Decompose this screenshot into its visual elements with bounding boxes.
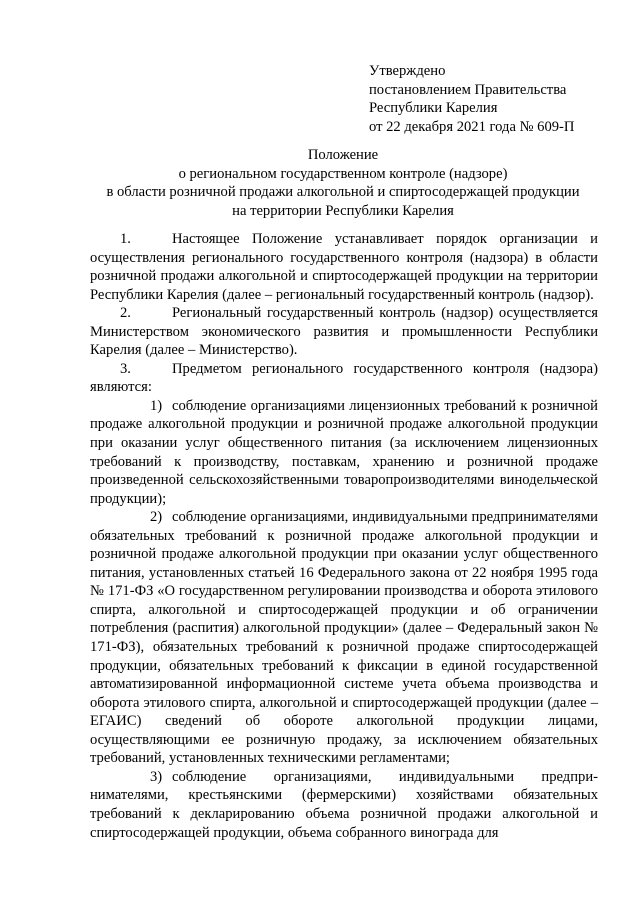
- paragraph-number: 3.: [120, 360, 131, 377]
- document-body: [90, 230, 598, 842]
- subparagraph-1: [90, 397, 598, 508]
- paragraph-1: [90, 230, 598, 304]
- title-line: о региональном государственном контроле (надзоре): [178, 165, 508, 182]
- title-line: на территории Республики Карелия: [232, 202, 454, 219]
- subparagraph-text: соблюдение организациями, индивидуальными предпри-нимателями, крестьянскими (фермерскими) хозяйствами обязательных требований к декларированию объема розничной продажи алкогольной и спиртосодержащей продукции, объема собранного винограда для: [90, 768, 598, 841]
- subparagraph-2: [90, 508, 598, 768]
- paragraph-text: Настоящее Положение устанавливает порядок организации и осуществления регионального государственного контроля (надзора) в области розничной продажи алкогольной и спиртосодержащей продукции на территории Республики Карелия (далее – региональный государственный контроль (надзор).: [90, 231, 598, 303]
- subparagraph-number: 1): [150, 397, 163, 414]
- document-title: [60, 146, 626, 220]
- approval-date-line: от 22 декабря 2021 года № 609-П: [369, 118, 575, 135]
- subparagraph-number: 2): [150, 509, 163, 526]
- approval-line: постановлением Правительства: [369, 81, 567, 98]
- title-line: Положение: [307, 147, 379, 163]
- paragraph-number: 2.: [120, 305, 131, 322]
- title-line: в области розничной продажи алкогольной и спиртосодержащей продукции: [106, 184, 580, 200]
- subparagraph-number: 3): [150, 768, 163, 785]
- subparagraph-3: [90, 768, 598, 842]
- subparagraph-text: соблюдение организациями, индивидуальными предпринимателями обязательных требований к розничной продаже алкогольной продукции и розничной продаже алкогольной продукции при оказании услуг общественного питания, установленных статьей 16 Федерального закона от 22 ноября 1995 года № 171-ФЗ «О государственном регулировании производства и оборота этилового спирта, алкогольной и спиртосодержащей продукции и об ограничении потребления (распития) алкогольной продукции» (далее – Федеральный закон № 171-ФЗ), обязательных требований к розничной продаже спиртосодержащей продукции, обязательных требований к фиксации в единой государственной автоматизированной информационной системе учета объема производства и оборота этилового спирта, алкогольной и спиртосодержащей продукции (далее – ЕГАИС) сведений об обороте алкогольной продукции лицами, осуществляющими ее розничную продажу, за исключением обязательных требований, установленных техническими регламентами;: [90, 509, 598, 767]
- paragraph-3: [90, 360, 598, 397]
- subparagraph-text: соблюдение организациями лицензионных требований к розничной продаже алкогольной продукции и розничной продаже алкогольной продукции при оказании услуг общественного питания (за исключением лицензионных требований к производству, поставкам, хранению и розничной продаже произведенной сельскохозяйственными товаропроизводителями винодельческой продукции);: [90, 397, 598, 507]
- paragraph-number: 1.: [120, 231, 131, 247]
- paragraph-2: [90, 304, 598, 360]
- paragraph-text: Региональный государственный контроль (надзор) осуществляется Министерством экономического развития и промышленности Республики Карелия (далее – Министерство).: [90, 305, 598, 359]
- paragraph-text: Предметом регионального государственного контроля (надзора) являются:: [90, 360, 598, 396]
- approval-stamp: [369, 62, 629, 136]
- approval-line: Утверждено: [369, 63, 446, 79]
- approval-line: Республики Карелия: [369, 100, 498, 116]
